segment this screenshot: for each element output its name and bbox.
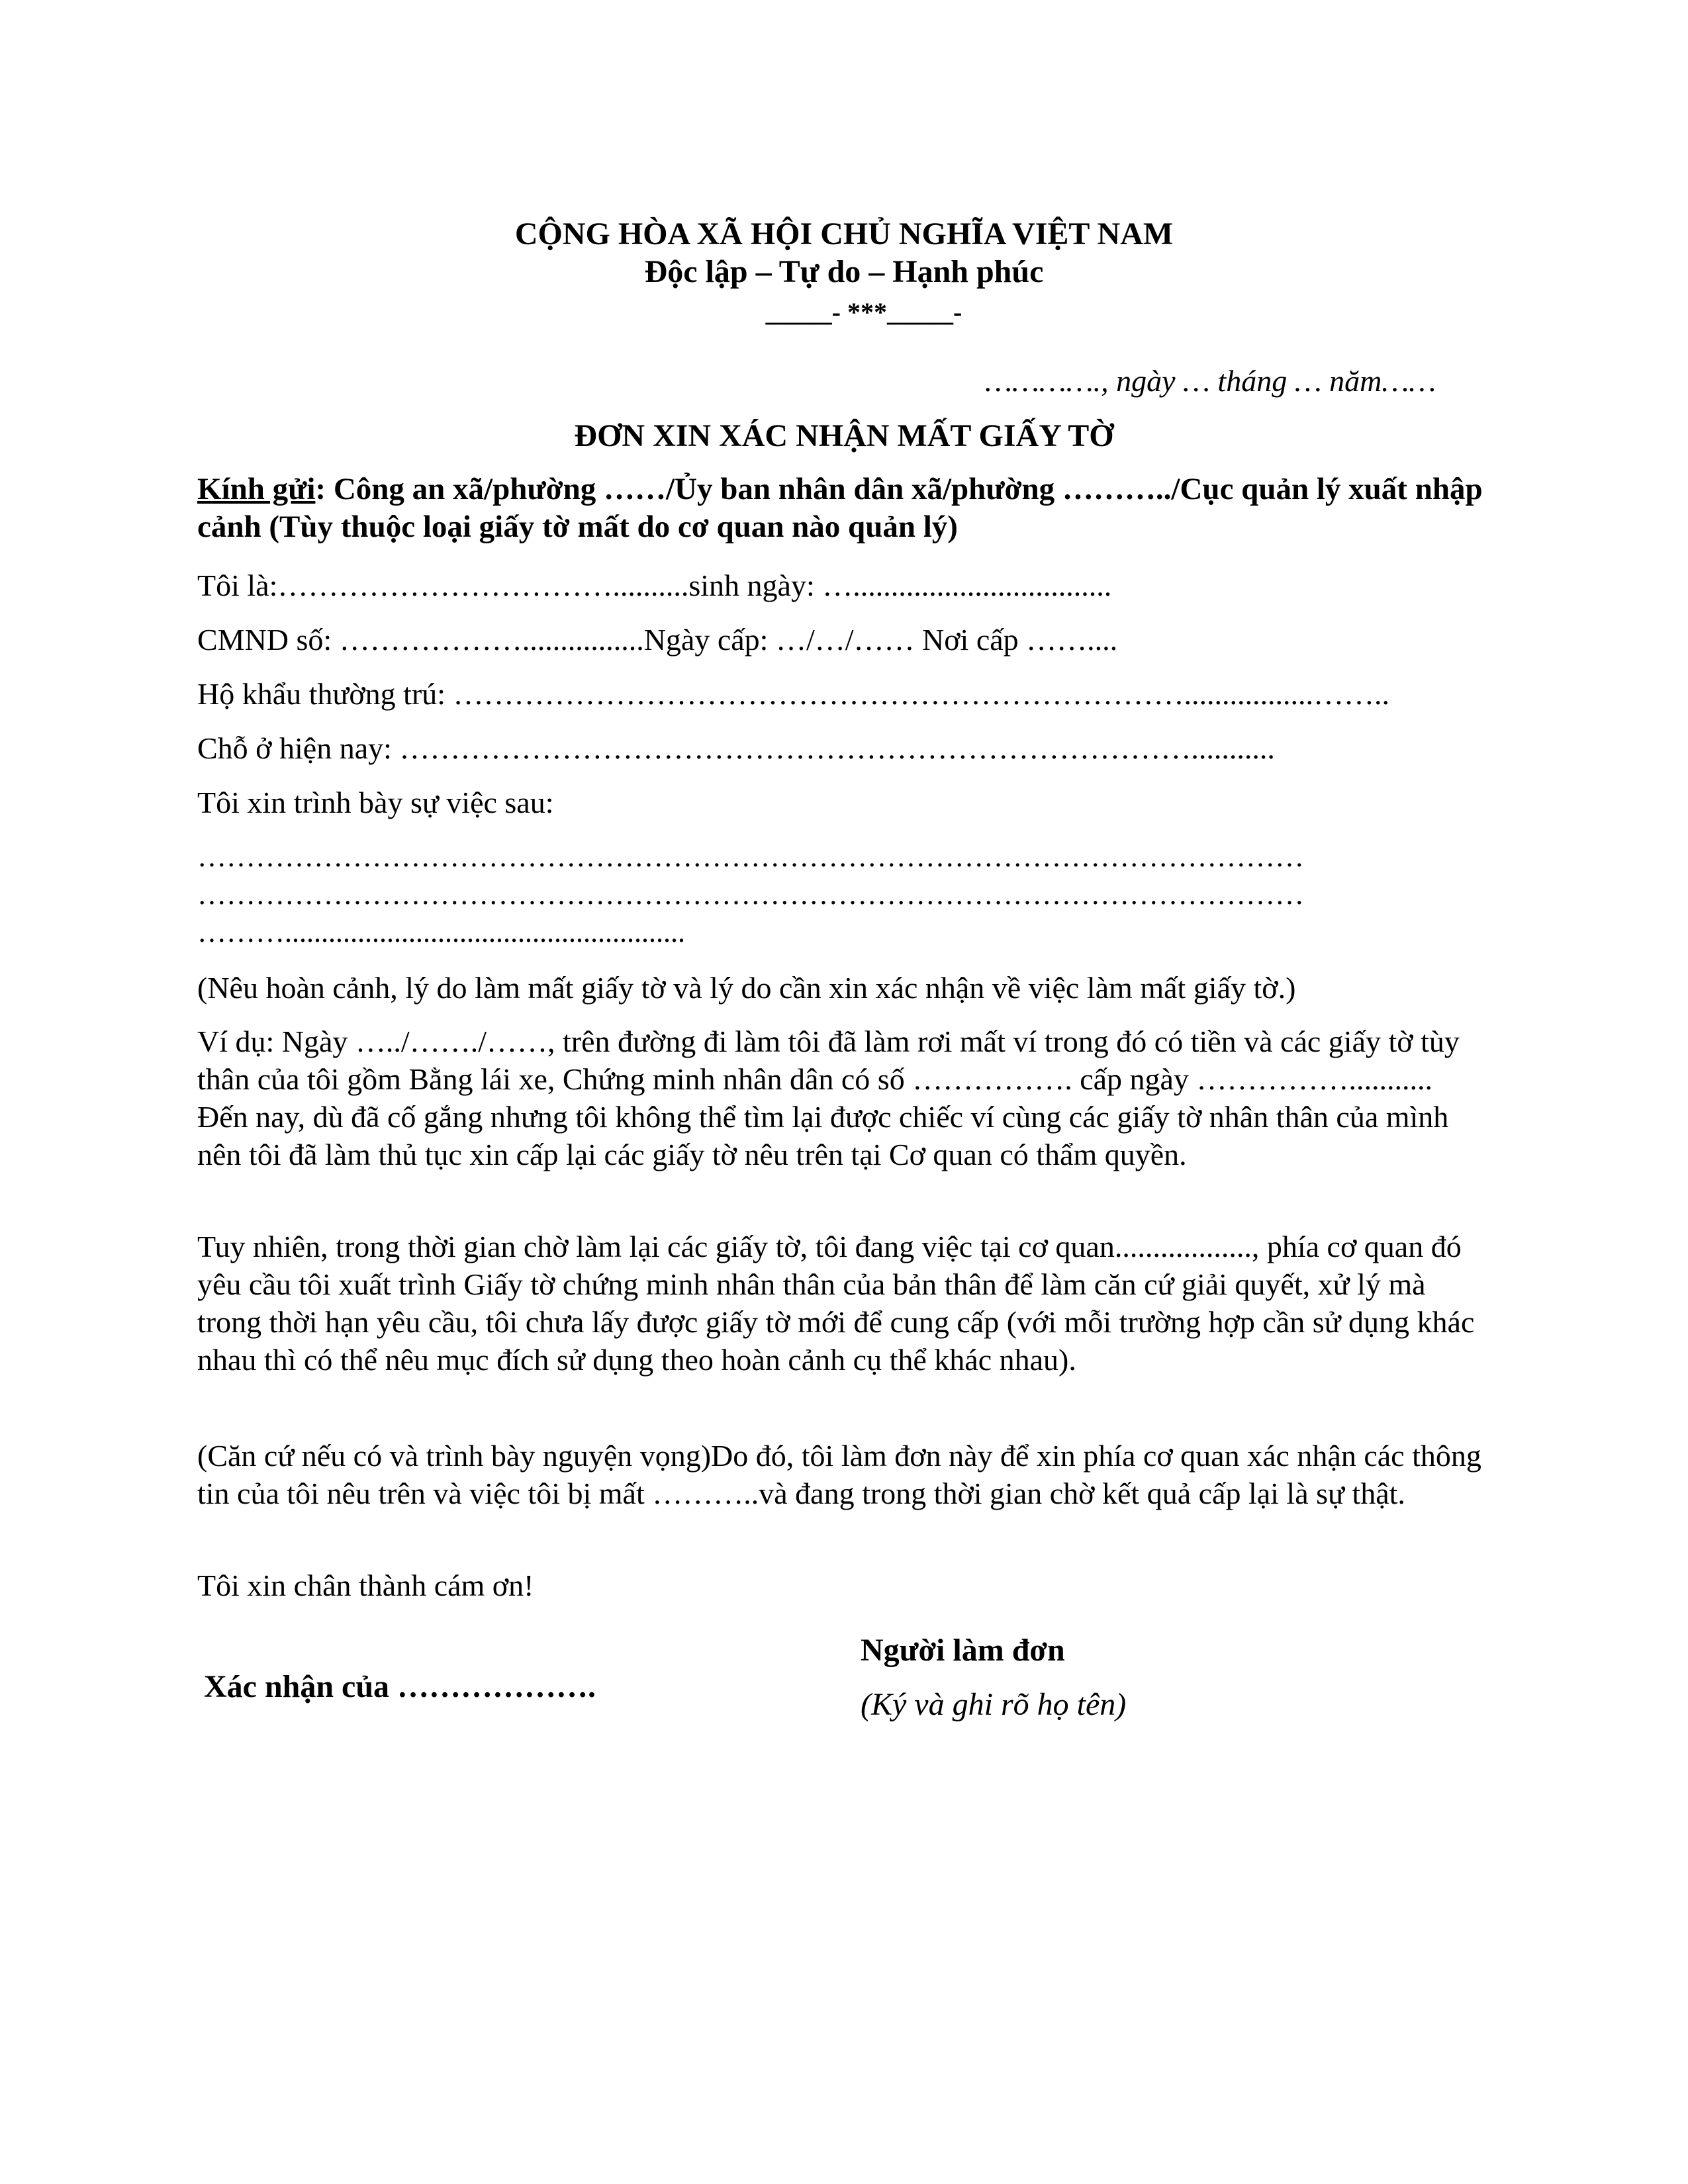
- context-paragraph: Tuy nhiên, trong thời gian chờ làm lại các giấy tờ, tôi đang việc tại cơ quan.................., phía cơ quan đó yêu cầu tôi xuất trình Giấy tờ chứng minh nhân thân của bản thân để làm căn cứ giải quyết, xử lý mà trong thời hạn yêu cầu, tôi chưa lấy được giấy tờ mới để cung cấp (với mỗi trường hợp cần sử dụng khác nhau thì có thể nêu mục đích sử dụng theo hoàn cảnh cụ thể khác nhau).: [197, 1230, 1475, 1377]
- request-paragraph: (Căn cứ nếu có và trình bày nguyện vọng)Do đó, tôi làm đơn này để xin phía cơ quan xác nhận các thông tin của tôi nêu trên và việc tôi bị mất ………..và đang trong thời gian chờ kết quả cấp lại là sự thật.: [197, 1439, 1481, 1510]
- recipient-colon: :: [315, 472, 326, 506]
- recipient-block: [197, 471, 1488, 546]
- statement-intro: Tôi xin trình bày sự việc sau:: [197, 786, 554, 819]
- instruction-note: (Nêu hoàn cảnh, lý do làm mất giấy tờ và lý do cần xin xác nhận về việc làm mất giấy tờ.): [197, 971, 1296, 1005]
- national-motto: Độc lập – Tự do – Hạnh phúc: [644, 254, 1044, 289]
- national-title: CỘNG HÒA XÃ HỘI CHỦ NGHĨA VIỆT NAM: [514, 216, 1174, 251]
- closing-line: Tôi xin chân thành cám ơn!: [197, 1569, 534, 1602]
- household-field-line: Hộ khẩu thường trú: ……………………………………………………………….................……..: [197, 677, 1390, 711]
- applicant-signature-note: (Ký và ghi rõ họ tên): [861, 1687, 1127, 1722]
- date-line: …………., ngày … tháng … năm……: [985, 364, 1436, 398]
- document-title: ĐƠN XIN XÁC NHẬN MẤT GIẤY TỜ: [574, 418, 1114, 453]
- residence-field-line: Chỗ ở hiện nay: ……………………………………………………………………...........: [197, 731, 1275, 765]
- applicant-label: Người làm đơn: [861, 1633, 1065, 1668]
- example-paragraph: Ví dụ: Ngày …../……./……, trên đường đi làm tôi đã làm rơi mất ví trong đó có tiền và các giấy tờ tùy thân của tôi gồm Bằng lái xe, Chứng minh nhân dân có số ……………. cấp ngày ……………........... Đến nay, dù đã cố gắng nhưng tôi không thể tìm lại được chiếc ví cùng các giấy tờ nhân thân của mình nên tôi đã làm thủ tục xin cấp lại các giấy tờ nêu trên tại Cơ quan có thẩm quyền.: [197, 1024, 1460, 1171]
- confirmation-label: Xác nhận của ……………….: [204, 1669, 596, 1704]
- blank-line: ……….......................................................: [197, 916, 685, 948]
- header-separator: _____- ***_____-: [765, 297, 962, 327]
- blank-line: ……………………………………………………………………………………………………: [197, 878, 1304, 911]
- id-field-line: CMND số: ………………................Ngày cấp: …/…/…… Nơi cấp ……....: [197, 623, 1118, 657]
- recipient-label: Kính gửi: [197, 472, 316, 506]
- recipient-text: Công an xã/phường ……/Ủy ban nhân dân xã/phường ………../Cục quản lý xuất nhập cảnh (Tùy thuộc loại giấy tờ mất do cơ quan nào quản lý): [197, 472, 1483, 544]
- blank-line: ……………………………………………………………………………………………………: [197, 841, 1304, 873]
- name-field-line: Tôi là:……………………………..........sinh ngày: …..................................: [197, 569, 1112, 602]
